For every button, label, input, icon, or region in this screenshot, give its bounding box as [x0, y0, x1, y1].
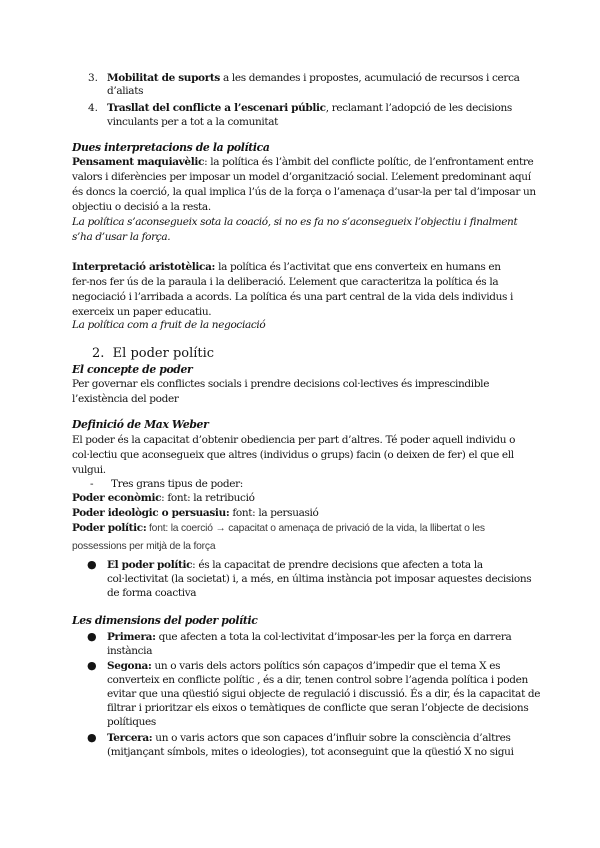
power-type: Poder polític: font: la coerció → capacitat o amenaça de privació de la vida, la llibertat o les — [72, 522, 485, 534]
paragraph-line: fer-nos fer ús de la paraula i la deliberació. L’element que caracteritza la política és la — [72, 276, 499, 288]
bullet-item-continuation: instància — [107, 645, 153, 657]
paragraph-line: Tres grans tipus de poder: — [111, 478, 243, 490]
section-heading: Les dimensions del poder polític — [72, 614, 258, 627]
bullet-point: ● — [87, 659, 97, 672]
power-type-continuation: possessions per mitjà de la força — [72, 541, 216, 552]
paragraph-line: Pensament maquiavèlic: la política és l’àmbit del conflicte polític, de l’enfrontament entre — [72, 156, 534, 168]
paragraph-line: Per governar els conflictes socials i prendre decisions col·lectives és imprescindible — [72, 378, 490, 390]
paragraph-line: negociació i l’arribada a acords. La política és una part central de la vida dels individus i — [72, 291, 514, 303]
bullet-item-continuation: col·lectivitat (la societat) i, a més, en última instància pot imposar aquestes decisions — [107, 573, 532, 585]
paragraph-line: El poder és la capacitat d’obtenir obediencia per part d’altres. Té poder aquell individu o — [72, 434, 516, 446]
bullet-point: ● — [87, 731, 97, 744]
italic-note: s’ha d’usar la força. — [72, 231, 171, 243]
section-title: 2. El poder polític — [92, 346, 215, 361]
paragraph-line: l’existència del poder — [72, 393, 179, 405]
paragraph-line: és doncs la coerció, la qual implica l’ús de la força o l’amenaça d’usar-la per tal d’imposar un — [72, 186, 536, 198]
bullet-item: Primera: que afecten a tota la col·lectivitat d’imposar-les per la força en darrera — [107, 631, 512, 643]
bullet-item-continuation: converteix en conflicte polític , és a dir, tenen control sobre l’agenda política i poden — [107, 674, 528, 686]
paragraph-line: Interpretació aristotèlica: la política és l’activitat que ens converteix en humans en — [72, 261, 501, 273]
list-number: 4. — [88, 102, 99, 114]
paragraph-line: exerceix un paper educatiu. — [72, 306, 212, 318]
list-item-continuation: d’aliats — [107, 85, 144, 97]
dash-bullet: - — [90, 478, 94, 490]
paragraph-line: objectiu o decisió a la resta. — [72, 201, 211, 213]
list-item: Mobilitat de suports a les demandes i propostes, acumulació de recursos i cerca — [107, 72, 520, 84]
section-heading: Dues interpretacions de la política — [72, 141, 270, 154]
list-item-continuation: vinculants per a tot a la comunitat — [107, 116, 279, 128]
list-item: Trasllat del conflicte a l’escenari públic, reclamant l’adopció de les decisions — [107, 102, 512, 114]
paragraph-line: vulgui. — [72, 464, 106, 476]
bullet-item-continuation: filtrar i prioritzar els eixos o temàtiques de conflicte que seran l’objecte de decisions — [107, 702, 529, 714]
bullet-item: El poder polític: és la capacitat de prendre decisions que afecten a tota la — [107, 559, 483, 571]
bullet-point: ● — [87, 558, 97, 571]
power-type: Poder econòmic: font: la retribució — [72, 492, 255, 504]
bullet-item-continuation: de forma coactiva — [107, 587, 197, 599]
power-type: Poder ideològic o persuasiu: font: la persuasió — [72, 507, 319, 519]
italic-note: La política s’aconsegueix sota la coació, si no es fa no s’aconsegueix l’objectiu i finalment — [72, 216, 518, 228]
paragraph-line: valors i diferències per imposar un model d’organització social. L’element predominant aquí — [72, 171, 531, 183]
section-heading: El concepte de poder — [72, 363, 193, 376]
bullet-item-continuation: polítiques — [107, 716, 156, 728]
bullet-item-continuation: (mitjançant símbols, mites o ideologies), tot aconseguint que la qüestió X no sigui — [107, 746, 514, 758]
section-heading: Definició de Max Weber — [72, 418, 209, 431]
list-number: 3. — [88, 72, 99, 84]
italic-note: La política com a fruit de la negociació — [72, 319, 266, 331]
bullet-item: Tercera: un o varis actors que son capaces d’influir sobre la consciència d’altres — [107, 732, 511, 744]
paragraph-line: col·lectiu que aconsegueix que altres (individus o grups) facin (o deixen de fer) el que ell — [72, 449, 514, 461]
bullet-point: ● — [87, 630, 97, 643]
bullet-item: Segona: un o varis dels actors polítics són capaços d’impedir que el tema X es — [107, 660, 501, 672]
bullet-item-continuation: evitar que una qüestió sigui objecte de regulació i discussió. És a dir, és la capacitat de — [107, 688, 541, 700]
